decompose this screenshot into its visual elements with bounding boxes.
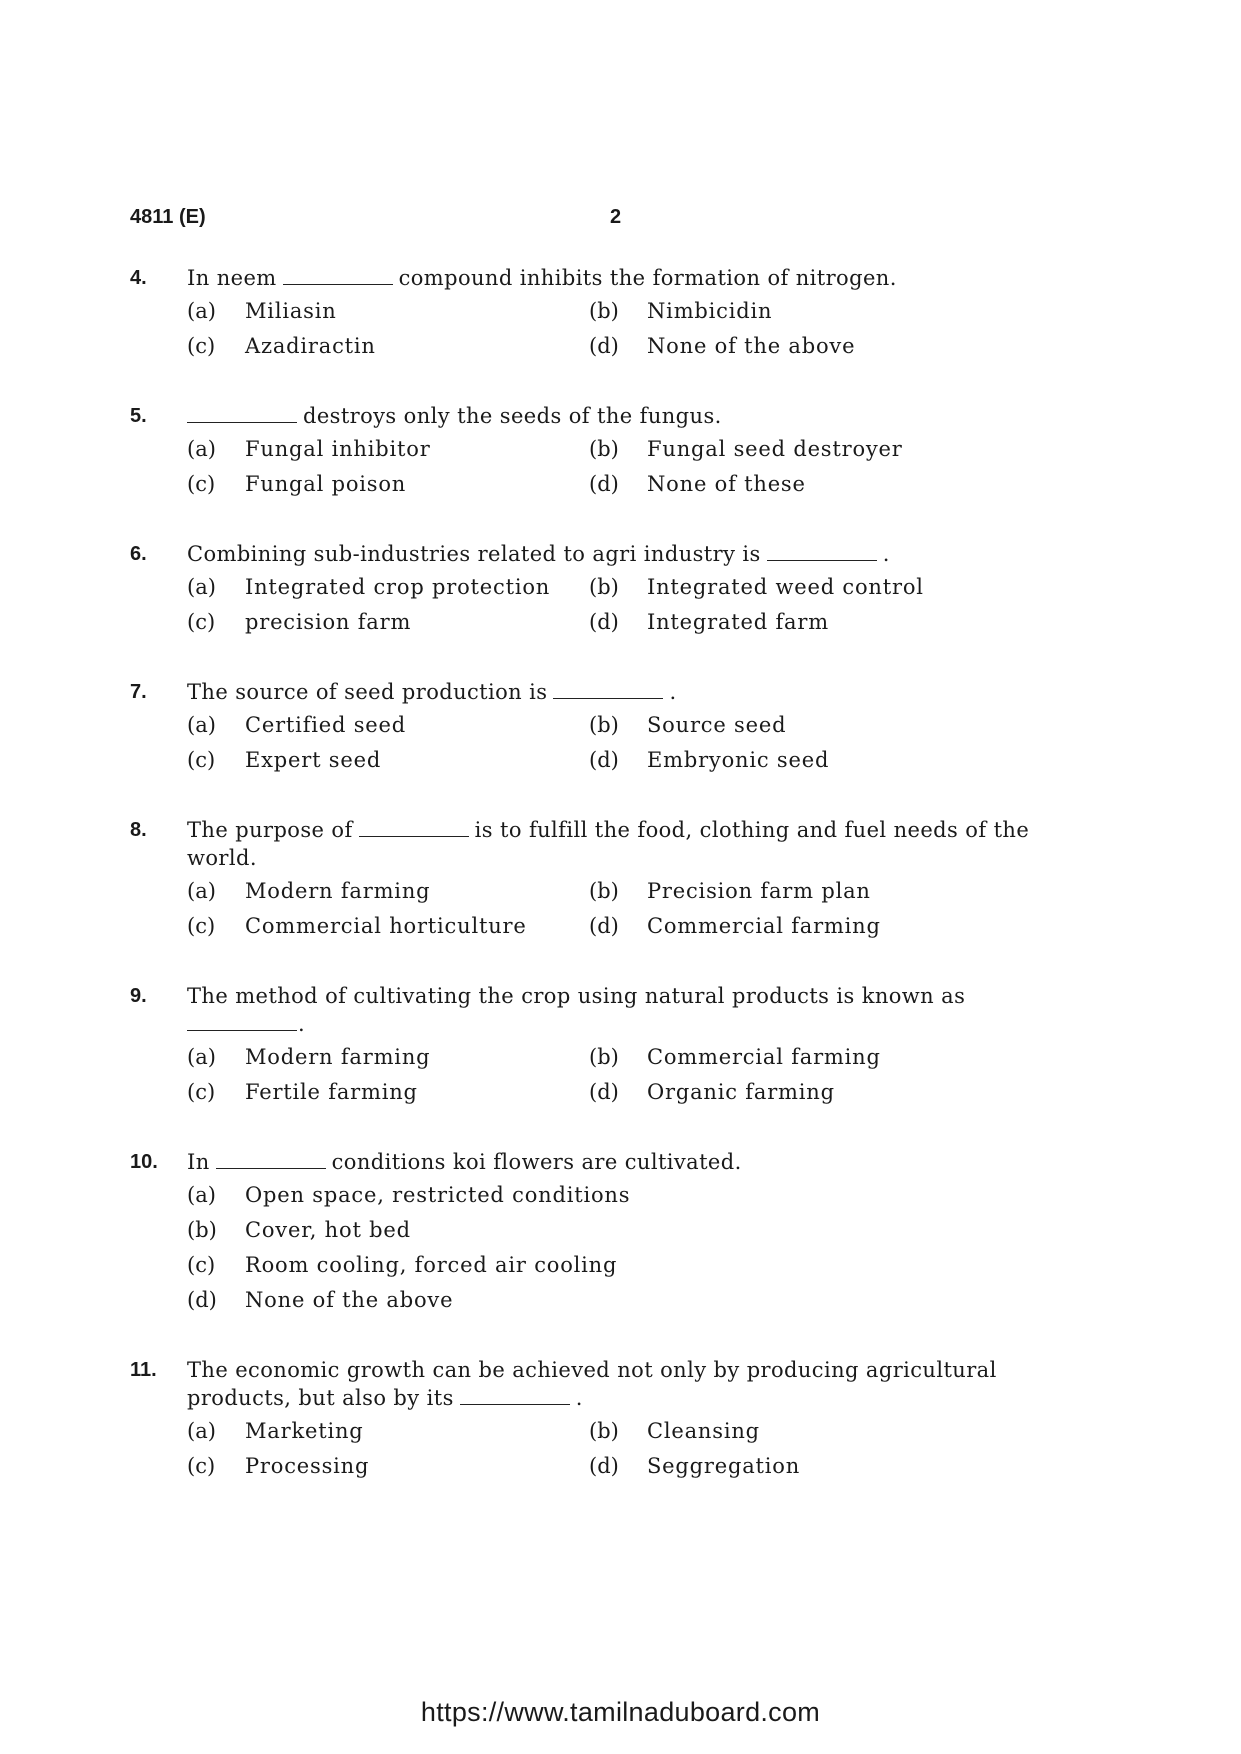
option-c: (c) Processing (187, 1454, 370, 1478)
option-b: (b) Cleansing (589, 1419, 760, 1443)
option-a: (a) Certified seed (187, 713, 406, 737)
question-11 (130, 1356, 1060, 1487)
question-text: In neem compound inhibits the formation of nitrogen. (187, 266, 897, 290)
question-6 (130, 540, 1060, 643)
question-text: The purpose of is to fulfill the food, clothing and fuel needs of the world. (187, 818, 1030, 870)
option-a: (a) Modern farming (187, 1045, 431, 1069)
question-7 (130, 678, 1060, 781)
answer-blank (359, 818, 469, 837)
question-number: 4. (130, 267, 147, 289)
options (187, 877, 1060, 947)
option-d: (d) Embryonic seed (589, 748, 830, 772)
options (187, 573, 1060, 643)
question-number: 6. (130, 543, 147, 565)
question-number: 7. (130, 681, 147, 703)
option-a: (a) Miliasin (187, 299, 337, 323)
option-b: (b) Commercial farming (589, 1045, 881, 1069)
answer-blank (187, 404, 297, 423)
option-a: (a) Modern farming (187, 879, 431, 903)
options (187, 297, 1060, 367)
question-4 (130, 264, 1060, 367)
options (187, 1181, 1060, 1321)
question-10 (130, 1148, 1060, 1321)
options (187, 711, 1060, 781)
answer-blank (460, 1386, 570, 1405)
option-c: (c) Azadiractin (187, 334, 376, 358)
option-c: (c) Commercial horticulture (187, 914, 527, 938)
answer-blank (283, 266, 393, 285)
option-b: (b) Fungal seed destroyer (589, 437, 903, 461)
option-c: (c) Expert seed (187, 748, 382, 772)
answer-blank (216, 1150, 326, 1169)
option-c: (c) precision farm (187, 610, 412, 634)
option-c: (c) Room cooling, forced air cooling (187, 1253, 618, 1277)
options (187, 1417, 1060, 1487)
question-number: 10. (130, 1151, 158, 1173)
answer-blank (553, 680, 663, 699)
option-a: (a) Marketing (187, 1419, 364, 1443)
option-d: (d) Integrated farm (589, 610, 829, 634)
option-b: (b) Nimbicidin (589, 299, 773, 323)
option-d: (d) Commercial farming (589, 914, 881, 938)
question-text: Combining sub-industries related to agri industry is . (187, 542, 890, 566)
option-b: (b) Cover, hot bed (187, 1218, 411, 1242)
option-b: (b) Precision farm plan (589, 879, 871, 903)
options (187, 1043, 1060, 1113)
question-text: destroys only the seeds of the fungus. (187, 402, 1060, 430)
option-d: (d) None of these (589, 472, 806, 496)
paper-code: 4811 (E) (130, 206, 206, 228)
website-url: https://www.tamilnaduboard.com (420, 1697, 821, 1727)
option-d: (d) None of the above (589, 334, 856, 358)
question-number: 8. (130, 819, 147, 841)
options (187, 435, 1060, 505)
option-b: (b) Integrated weed control (589, 575, 924, 599)
question-number: 9. (130, 985, 147, 1007)
question-5 (130, 402, 1060, 505)
option-c: (c) Fungal poison (187, 472, 407, 496)
option-b: (b) Source seed (589, 713, 787, 737)
option-a: (a) Integrated crop protection (187, 575, 551, 599)
page-header (130, 206, 930, 236)
question-text: The method of cultivating the crop using natural products is known as . (187, 984, 966, 1036)
question-8 (130, 816, 1060, 947)
question-9 (130, 982, 1060, 1113)
option-c: (c) Fertile farming (187, 1080, 418, 1104)
question-text: The source of seed production is . (187, 680, 677, 704)
answer-blank (187, 1012, 297, 1031)
page-number: 2 (610, 206, 622, 228)
option-a: (a) Open space, restricted conditions (187, 1183, 631, 1207)
question-number: 11. (130, 1359, 157, 1381)
option-a: (a) Fungal inhibitor (187, 437, 431, 461)
answer-blank (767, 542, 877, 561)
question-number: 5. (130, 405, 147, 427)
option-d: (d) Seggregation (589, 1454, 801, 1478)
question-text: The economic growth can be achieved not only by producing agricultural products, but also by its . (187, 1358, 997, 1410)
question-text: In conditions koi flowers are cultivated. (187, 1150, 742, 1174)
option-d: (d) Organic farming (589, 1080, 835, 1104)
option-d: (d) None of the above (187, 1288, 454, 1312)
